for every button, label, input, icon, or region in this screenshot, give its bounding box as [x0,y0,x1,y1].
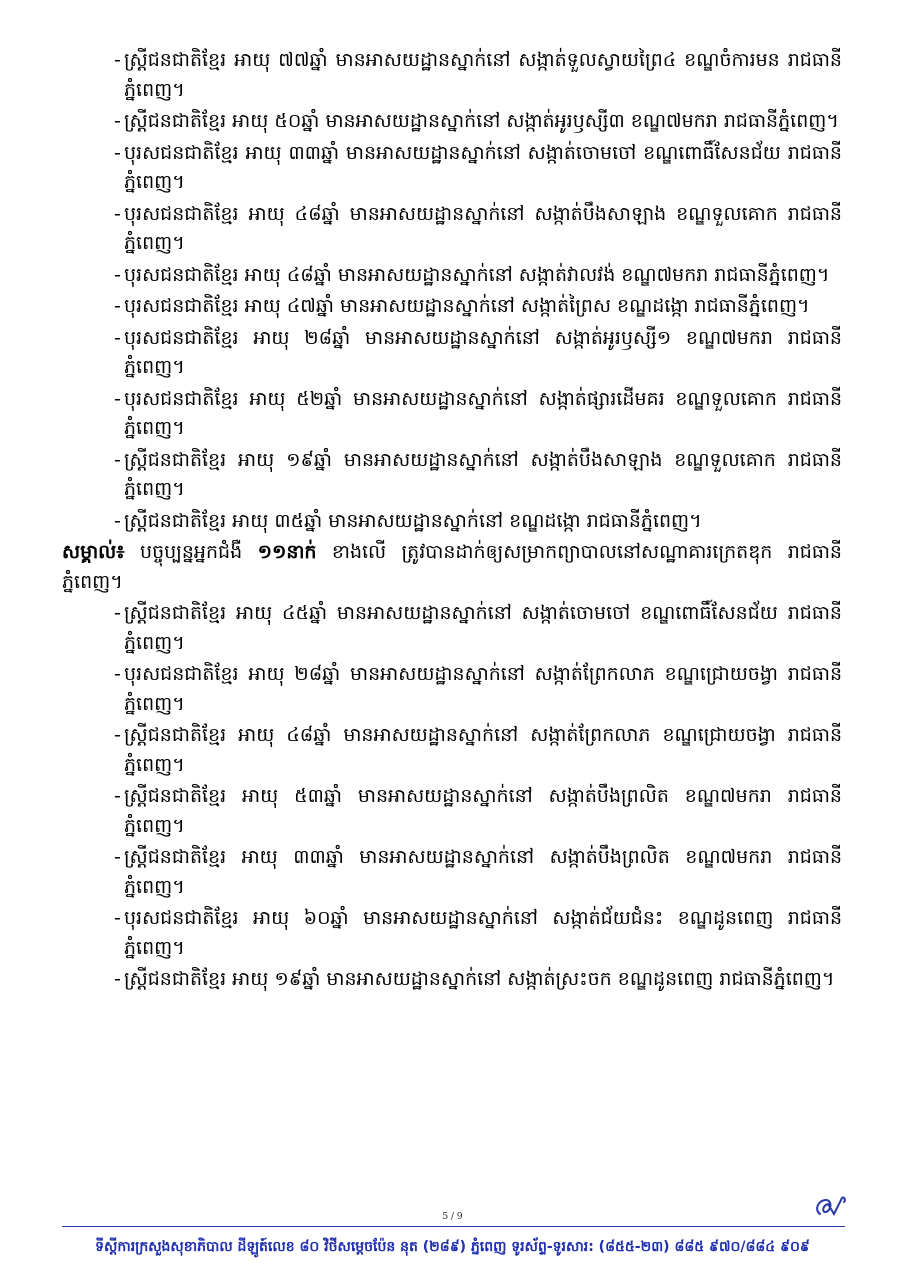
list-dash: - [114,49,121,71]
list-dash: - [114,202,121,225]
list-dash: - [114,263,121,286]
patient-entry [62,200,842,259]
note-patient-count: ១១នាក់ [257,541,317,563]
document-body [62,46,842,997]
patient-entry [62,292,842,322]
patient-entry [62,324,842,383]
patient-entry-text: បុរសជនជាតិខ្មែរ អាយុ ៤៧ឆ្នាំ មានអាសយដ្ឋានស្នាក់នៅ សង្កាត់ព្រៃស ខណ្ឌដង្កោ រាជធានីភ្នំពេញ។ [124,295,810,317]
list-dash: - [114,110,121,132]
patient-entry-text: បុរសជនជាតិខ្មែរ អាយុ ៤៨ឆ្នាំ មានអាសយដ្ឋានស្នាក់នៅ សង្កាត់វាលវង់ ខណ្ឌ៧មករា រាជធានីភ្នំពេញ។ [124,263,830,286]
patient-entry [62,385,842,444]
note-paragraph [62,538,842,597]
patient-entry-text: បុរសជនជាតិខ្មែរ អាយុ ២៨ឆ្នាំ មានអាសយដ្ឋានស្នាក់នៅ សង្កាត់ព្រែកលាភ ខណ្ឌជ្រោយចង្វា រាជធានីភ្នំពេញ។ [124,663,842,715]
note-text-after: ខាងលើ ត្រូវបានដាក់ឲ្យសម្រាកព្យាបាលនៅសណ្ឋាគារក្រេតឌុក រាជធានីភ្នំពេញ។ [62,541,842,593]
patient-entry [62,446,842,505]
footer-rule [62,1226,845,1227]
patient-entry [62,721,842,780]
list-dash: - [114,785,121,807]
patient-entry-text: បុរសជនជាតិខ្មែរ អាយុ ៣៣ឆ្នាំ មានអាសយដ្ឋានស្នាក់នៅ សង្កាត់ចោមចៅ ខណ្ឌពោធិ៍សែនជ័យ រាជធានីភ្នំពេញ។ [124,141,842,193]
page-number: 5 / 9 [442,1212,463,1222]
patient-entry [62,261,842,291]
patient-entry-text: ស្ត្រីជនជាតិខ្មែរ អាយុ ៧៧ឆ្នាំ មានអាសយដ្ឋានស្នាក់នៅ សង្កាត់ទួលស្វាយព្រៃ៤ ខណ្ឌចំការមន រាជធានីភ្នំពេញ។ [124,49,842,101]
patient-entry [62,843,842,902]
patient-entry [62,904,842,963]
patient-entry [62,599,842,658]
patient-entry [62,965,842,995]
patient-entry-text: បុរសជនជាតិខ្មែរ អាយុ ៤៨ឆ្នាំ មានអាសយដ្ឋានស្នាក់នៅ សង្កាត់បឹងសាឡាង ខណ្ឌទួលគោក រាជធានីភ្នំពេញ។ [124,202,842,254]
patient-entry [62,46,842,105]
list-dash: - [114,141,121,164]
patient-entry [62,107,842,137]
list-dash: - [114,387,121,410]
patient-entry-text: ស្ត្រីជនជាតិខ្មែរ អាយុ ៣៣ឆ្នាំ មានអាសយដ្ឋានស្នាក់នៅ សង្កាត់បឹងព្រលិត ខណ្ឌ៧មករា រាជធានីភ្នំពេញ។ [124,846,842,898]
list-dash: - [114,509,121,532]
list-dash: - [114,448,121,471]
note-text-before: បច្ចុប្បន្នអ្នកជំងឺ [140,541,243,563]
note-label: សម្គាល់៖ [62,541,125,563]
patient-entry-text: ស្ត្រីជនជាតិខ្មែរ អាយុ ៣៥ឆ្នាំ មានអាសយដ្ឋានស្នាក់នៅ ខណ្ឌដង្កោ រាជធានីភ្នំពេញ។ [124,509,702,532]
patient-entry-text: បុរសជនជាតិខ្មែរ អាយុ ៦០ឆ្នាំ មានអាសយដ្ឋានស្នាក់នៅ សង្កាត់ជ័យជំនះ ខណ្ឌដូនពេញ រាជធានីភ្នំពេញ។ [124,907,842,959]
patient-entry-text: បុរសជនជាតិខ្មែរ អាយុ ២៨ឆ្នាំ មានអាសយដ្ឋានស្នាក់នៅ សង្កាត់អូរឫស្សី១ ខណ្ឌ៧មករា រាជធានីភ្នំពេញ។ [124,326,842,378]
list-dash: - [114,663,121,685]
footer-address: ទីស្តីការក្រសួងសុខាភិបាល ដីឡូត៍លេខ ៨០ វិថីសម្តេចប៉ែន នុត (២៨៩) ភ្នំពេញ ទូរស័ព្ទ-ទូរសារ: (៨៥៥-២៣) ៨៨៥ ៩៧០/៨៨៤ ៩០៩ [95,1239,810,1255]
patient-entry-text: ស្ត្រីជនជាតិខ្មែរ អាយុ ១៩ឆ្នាំ មានអាសយដ្ឋានស្នាក់នៅ សង្កាត់បឹងសាឡាង ខណ្ឌទួលគោក រាជធានីភ្នំពេញ។ [124,448,842,500]
list-dash: - [114,724,121,746]
patient-entry-text: បុរសជនជាតិខ្មែរ អាយុ ៥២ឆ្នាំ មានអាសយដ្ឋានស្នាក់នៅ សង្កាត់ផ្សារដើមគរ ខណ្ឌទួលគោក រាជធានីភ្នំពេញ។ [124,387,842,439]
list-dash: - [114,326,121,349]
patient-entry [62,139,842,198]
patient-entry-text: ស្ត្រីជនជាតិខ្មែរ អាយុ ១៩ឆ្នាំ មានអាសយដ្ឋានស្នាក់នៅ សង្កាត់ស្រះចក ខណ្ឌដូនពេញ រាជធានីភ្នំពេញ។ [124,968,835,990]
list-dash: - [114,907,121,929]
patient-entry-text: ស្ត្រីជនជាតិខ្មែរ អាយុ ៤៥ឆ្នាំ មានអាសយដ្ឋានស្នាក់នៅ សង្កាត់ចោមចៅ ខណ្ឌពោធិ៍សែនជ័យ រាជធានីភ្នំពេញ។ [124,602,842,654]
list-dash: - [114,846,121,868]
patient-entry [62,660,842,719]
patient-entry-text: ស្ត្រីជនជាតិខ្មែរ អាយុ ៤៨ឆ្នាំ មានអាសយដ្ឋានស្នាក់នៅ សង្កាត់ព្រែកលាភ ខណ្ឌជ្រោយចង្វា រាជធានីភ្នំពេញ។ [124,724,842,776]
list-dash: - [114,295,121,317]
list-dash: - [114,968,121,990]
list-dash: - [114,602,121,624]
patient-entry [62,782,842,841]
patient-entry-text: ស្ត្រីជនជាតិខ្មែរ អាយុ ៥០ឆ្នាំ មានអាសយដ្ឋានស្នាក់នៅ សង្កាត់អូរឫស្សី៣ ខណ្ឌ៧មករា រាជធានីភ្នំពេញ។ [124,110,839,132]
patient-entry [62,507,842,537]
patient-entry-text: ស្ត្រីជនជាតិខ្មែរ អាយុ ៥៣ឆ្នាំ មានអាសយដ្ឋានស្នាក់នៅ សង្កាត់បឹងព្រលិត ខណ្ឌ៧មករា រាជធានីភ្នំពេញ។ [124,785,842,837]
